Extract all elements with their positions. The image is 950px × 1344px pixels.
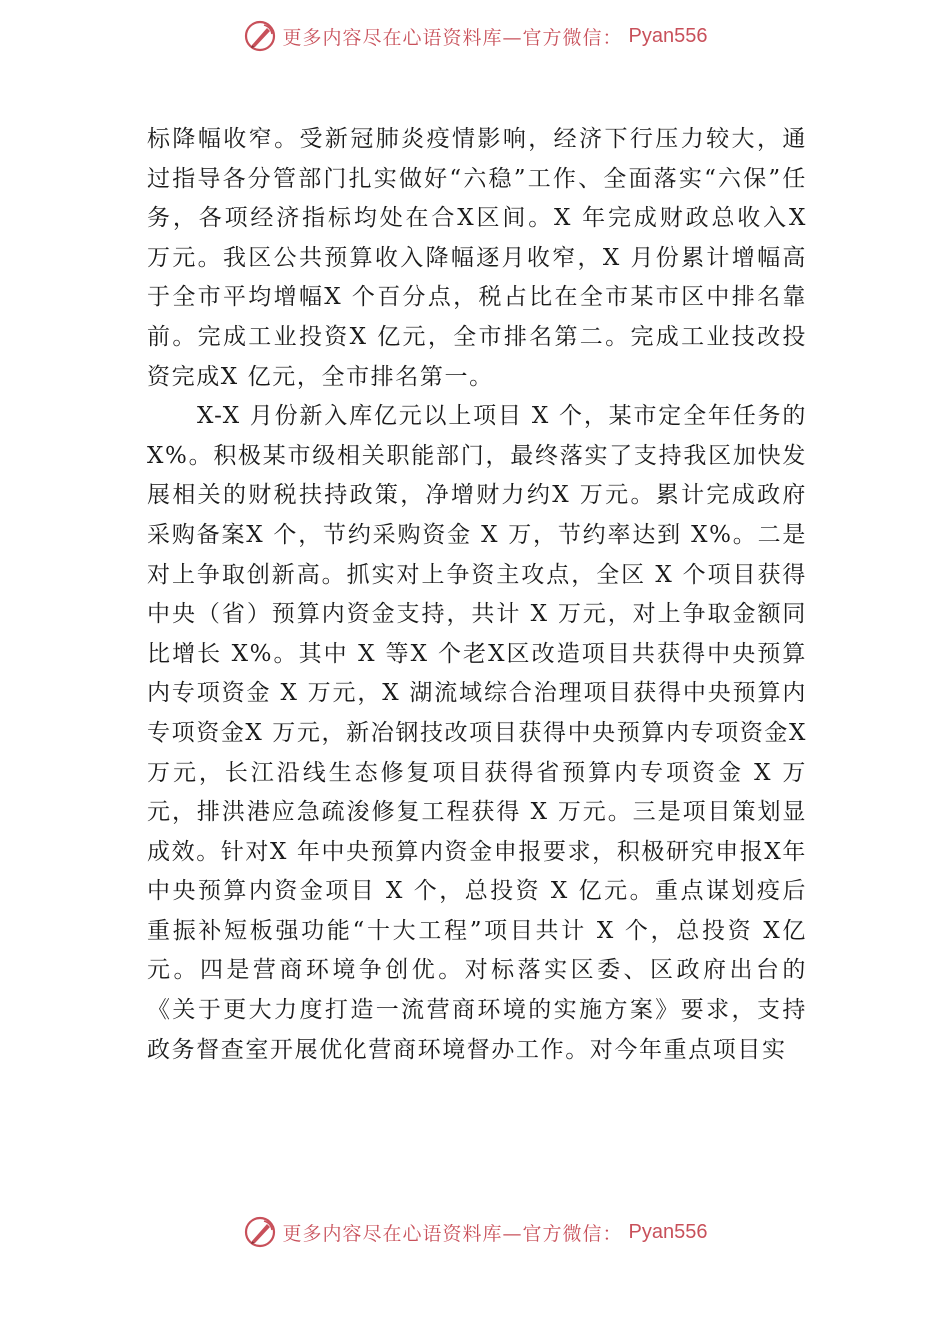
pen-logo-icon bbox=[243, 1215, 277, 1249]
paragraph-1: 标降幅收窄。受新冠肺炎疫情影响，经济下行压力较大，通过指导各分管部门扎实做好“六稳”工作、全面落实“六保”任务，各项经济指标均处在合X区间。X 年完成财政总收入X 万元。我区公共预算收入降幅逐月收窄，X 月份累计增幅高于全市平均增幅X 个百分点，税占比在全市某市区中排名靠前。完成工业投资X 亿元，全市排名第二。完成工业技改投资完成X 亿元，全市排名第一。 bbox=[147, 126, 807, 390]
pen-logo-icon bbox=[243, 19, 277, 53]
header-banner-text: 更多内容尽在心语资料库—官方微信： bbox=[282, 26, 623, 49]
document-body bbox=[147, 120, 807, 1070]
header-banner bbox=[0, 16, 950, 56]
footer-banner-text: 更多内容尽在心语资料库—官方微信： bbox=[282, 1222, 623, 1245]
footer-wechat-id: Pyan556 bbox=[628, 1220, 708, 1243]
paragraph-2: X-X 月份新入库亿元以上项目 X 个，某市定全年任务的X%。积极某市级相关职能部门，最终落实了支持我区加快发展相关的财税扶持政策，净增财力约X 万元。累计完成政府采购备案X 个，节约采购资金 X 万，节约率达到 X%。二是对上争取创新高。抓实对上争资主攻点，全区 X 个项目获得中央（省）预算内资金支持，共计 X 万元，对上争取金额同比增长 X%。其中 X 等X 个老X区改造项目共获得中央预算内专项资金 X 万元，X 湖流域综合治理项目获得中央预算内专项资金X 万元，新冶钢技改项目获得中央预算内专项资金X 万元，长江沿线生态修复项目获得省预算内专项资金 X 万元，排洪港应急疏浚修复工程获得 X 万元。三是项目策划显成效。针对X 年中央预算内资金申报要求，积极研究申报X年中央预算内资金项目 X 个，总投资 X 亿元。重点谋划疫后重振补短板强功能“十大工程”项目共计 X 个，总投资 X亿元。四是营商环境争创优。对标落实区委、区政府出台的《关于更大力度打造一流营商环境的实施方案》要求，支持政务督查室开展优化营商环境督办工作。对今年重点项目实 bbox=[147, 403, 807, 1063]
header-wechat-id: Pyan556 bbox=[628, 24, 708, 47]
footer-banner bbox=[0, 1212, 950, 1252]
